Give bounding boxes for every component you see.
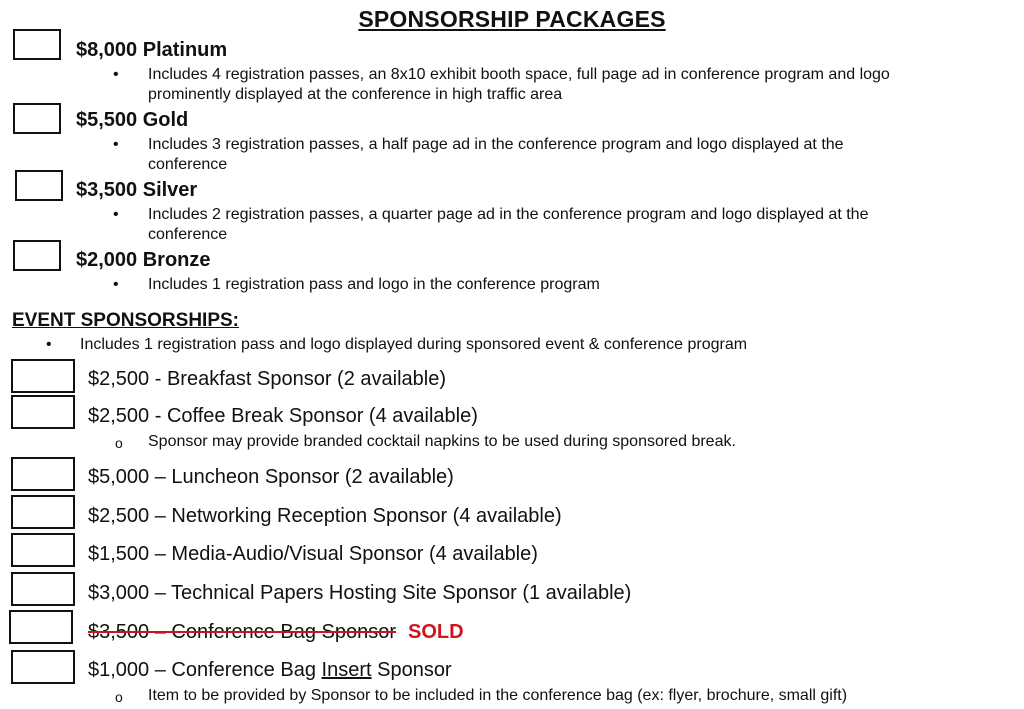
bullet-icon: • xyxy=(113,206,119,223)
bullet-icon: • xyxy=(113,276,119,293)
package-silver-desc-line2: conference xyxy=(148,226,228,243)
checkbox-media-av[interactable] xyxy=(11,533,75,567)
event-technical-papers-label: $3,000 – Technical Papers Hosting Site Sponsor (1 available) xyxy=(88,582,632,604)
sold-badge: SOLD xyxy=(408,621,464,643)
event-bag-insert xyxy=(88,658,452,682)
event-bag-insert-label-b: Insert xyxy=(321,659,372,681)
checkbox-networking-reception[interactable] xyxy=(11,495,75,529)
event-media-av-label: $1,500 – Media-Audio/Visual Sponsor (4 available) xyxy=(88,543,538,565)
event-luncheon-label: $5,000 – Luncheon Sponsor (2 available) xyxy=(88,466,454,488)
event-coffee-break-note-text: Sponsor may provide branded cocktail napkins to be used during sponsored break. xyxy=(148,433,736,450)
checkbox-bag-insert[interactable] xyxy=(11,650,75,684)
sub-bullet-icon: o xyxy=(115,435,123,451)
checkbox-luncheon[interactable] xyxy=(11,457,75,491)
event-conference-bag xyxy=(88,620,464,644)
event-bag-insert-label-a: $1,000 – Conference Bag xyxy=(88,659,322,681)
package-platinum-desc-line2: prominently displayed at the conference in high traffic area xyxy=(148,86,563,103)
package-bronze-label: $2,000 Bronze xyxy=(76,249,211,271)
checkbox-technical-papers[interactable] xyxy=(11,572,75,606)
event-bag-insert-label-c: Sponsor xyxy=(371,659,452,681)
package-gold-desc-line1: Includes 3 registration passes, a half page ad in the conference program and logo displayed at the xyxy=(148,136,844,153)
event-intro xyxy=(46,335,748,355)
checkbox-coffee-break[interactable] xyxy=(11,395,75,429)
checkbox-conference-bag[interactable] xyxy=(9,610,73,644)
package-platinum-desc-line1: Includes 4 registration passes, an 8x10 exhibit booth space, full page ad in conference program and logo xyxy=(148,66,890,83)
package-silver-label: $3,500 Silver xyxy=(76,179,198,201)
checkbox-platinum[interactable] xyxy=(13,29,61,60)
checkbox-gold[interactable] xyxy=(13,103,61,134)
sub-bullet-icon: o xyxy=(115,689,123,705)
event-bag-insert-note-text: Item to be provided by Sponsor to be included in the conference bag (ex: flyer, brochure, small gift) xyxy=(148,687,848,704)
event-breakfast-label: $2,500 - Breakfast Sponsor (2 available) xyxy=(88,368,446,390)
checkbox-bronze[interactable] xyxy=(13,240,61,271)
page-title: SPONSORSHIP PACKAGES xyxy=(358,6,666,32)
event-sponsorships-heading: EVENT SPONSORSHIPS: xyxy=(12,310,239,331)
checkbox-silver[interactable] xyxy=(15,170,63,201)
event-coffee-break-label: $2,500 - Coffee Break Sponsor (4 available) xyxy=(88,405,478,427)
package-bronze-desc-line1: Includes 1 registration pass and logo in the conference program xyxy=(148,276,600,293)
event-coffee-break-note xyxy=(115,432,736,452)
package-bronze-desc xyxy=(113,275,600,295)
bullet-icon: • xyxy=(113,136,119,153)
package-silver-desc-line1: Includes 2 registration passes, a quarter page ad in the conference program and logo displayed at the xyxy=(148,206,869,223)
package-silver-desc xyxy=(113,205,869,245)
package-gold-label: $5,500 Gold xyxy=(76,109,189,131)
event-networking-label: $2,500 – Networking Reception Sponsor (4 available) xyxy=(88,505,562,527)
bullet-icon: • xyxy=(46,336,52,353)
package-gold-desc xyxy=(113,135,844,175)
checkbox-breakfast[interactable] xyxy=(11,359,75,393)
event-bag-insert-note xyxy=(115,686,848,706)
event-conference-bag-label: $3,500 – Conference Bag Sponsor xyxy=(88,621,396,643)
bullet-icon: • xyxy=(113,66,119,83)
package-platinum-label: $8,000 Platinum xyxy=(76,39,228,61)
event-intro-text: Includes 1 registration pass and logo displayed during sponsored event & conference program xyxy=(80,336,748,353)
package-platinum-desc xyxy=(113,65,890,105)
package-gold-desc-line2: conference xyxy=(148,156,228,173)
